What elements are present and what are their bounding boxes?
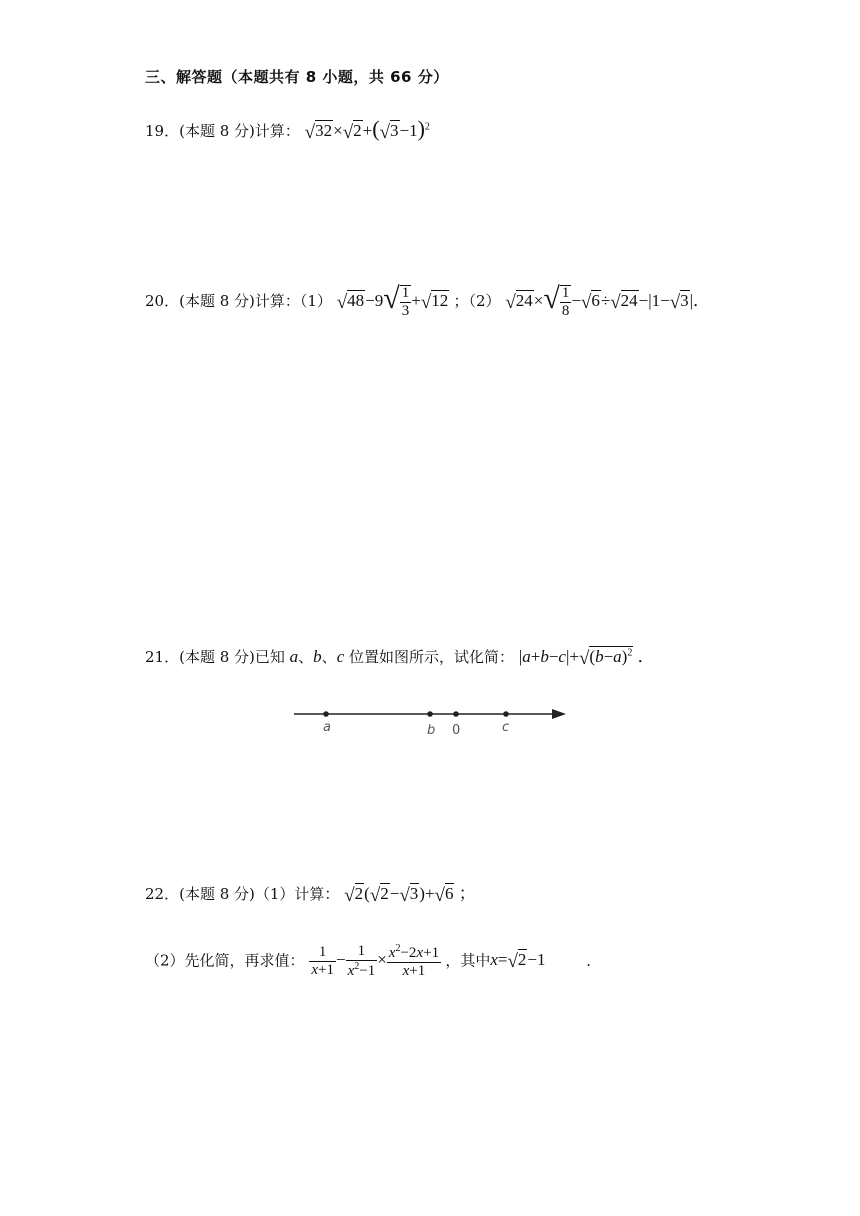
question-20 (145, 284, 710, 319)
point-a (323, 711, 329, 717)
question-points: (本题 8 分)已知 (179, 648, 290, 666)
part-2-label: ；（2） (453, 292, 501, 310)
part-1-label: （1） (299, 292, 332, 310)
where-text: ，其中 (445, 951, 491, 970)
question-21: 21．(本题 8 分)已知 a、b、c 位置如图所示，试化简： $|a+b-c|+√(b-a)^2$ ． (145, 647, 655, 669)
question-points: (本题 8 分)计算： (179, 122, 300, 140)
question-points: (本题 8 分)（1）计算： (179, 885, 340, 903)
arrow-head (552, 709, 566, 719)
question-22 (145, 885, 476, 905)
section-title: 三、解答题（本题共有 8 小题，共 66 分） (145, 68, 449, 86)
part-2-label: （2）先化简，再求值： (145, 951, 305, 970)
question-number: 21． (145, 648, 180, 666)
point-c (503, 711, 509, 717)
point-b (427, 711, 433, 717)
label-b: b (427, 723, 436, 738)
condition-x: x=√2−1 (490, 950, 546, 973)
number-line (290, 700, 580, 754)
point-0 (453, 711, 459, 717)
expression-20-1: √48−9√ $\frac{1}{3}$ +√12 (336, 282, 449, 320)
expression-20-2: √24×√ $\frac{1}{8}$ −√6÷√24−|1−√3|． (505, 282, 711, 320)
expression-21: $|a+b-c|+√(b-a)^2$ ． (518, 647, 655, 669)
question-text: 位置如图所示，试化简： (349, 648, 515, 666)
question-number: 20． (145, 292, 180, 310)
question-number: 19． (145, 122, 180, 140)
label-zero: 0 (452, 723, 461, 738)
label-c: c (502, 720, 510, 735)
expression-22-1: √2(√2−√3)+√6 ； (344, 884, 476, 906)
expression-19: $√32\times√2+(√3-1)^2$ (304, 116, 430, 143)
question-19 (145, 118, 430, 142)
question-22-part-2: （2）先化简，再求值： $\frac{1}{x+1}$ − $\frac{1}{x^2-1}$ × $\frac{x^2-2x+1}{x+1}$ ，其中x=√2−1 ． (145, 943, 602, 979)
question-number: 22． (145, 885, 180, 903)
expression-22-2: $\frac{1}{x+1}$ − $\frac{1}{x^2-1}$ × $\frac{x^2-2x+1}{x+1}$ (311, 943, 440, 979)
question-points: (本题 8 分)计算： (179, 292, 300, 310)
label-a: a (323, 720, 331, 735)
